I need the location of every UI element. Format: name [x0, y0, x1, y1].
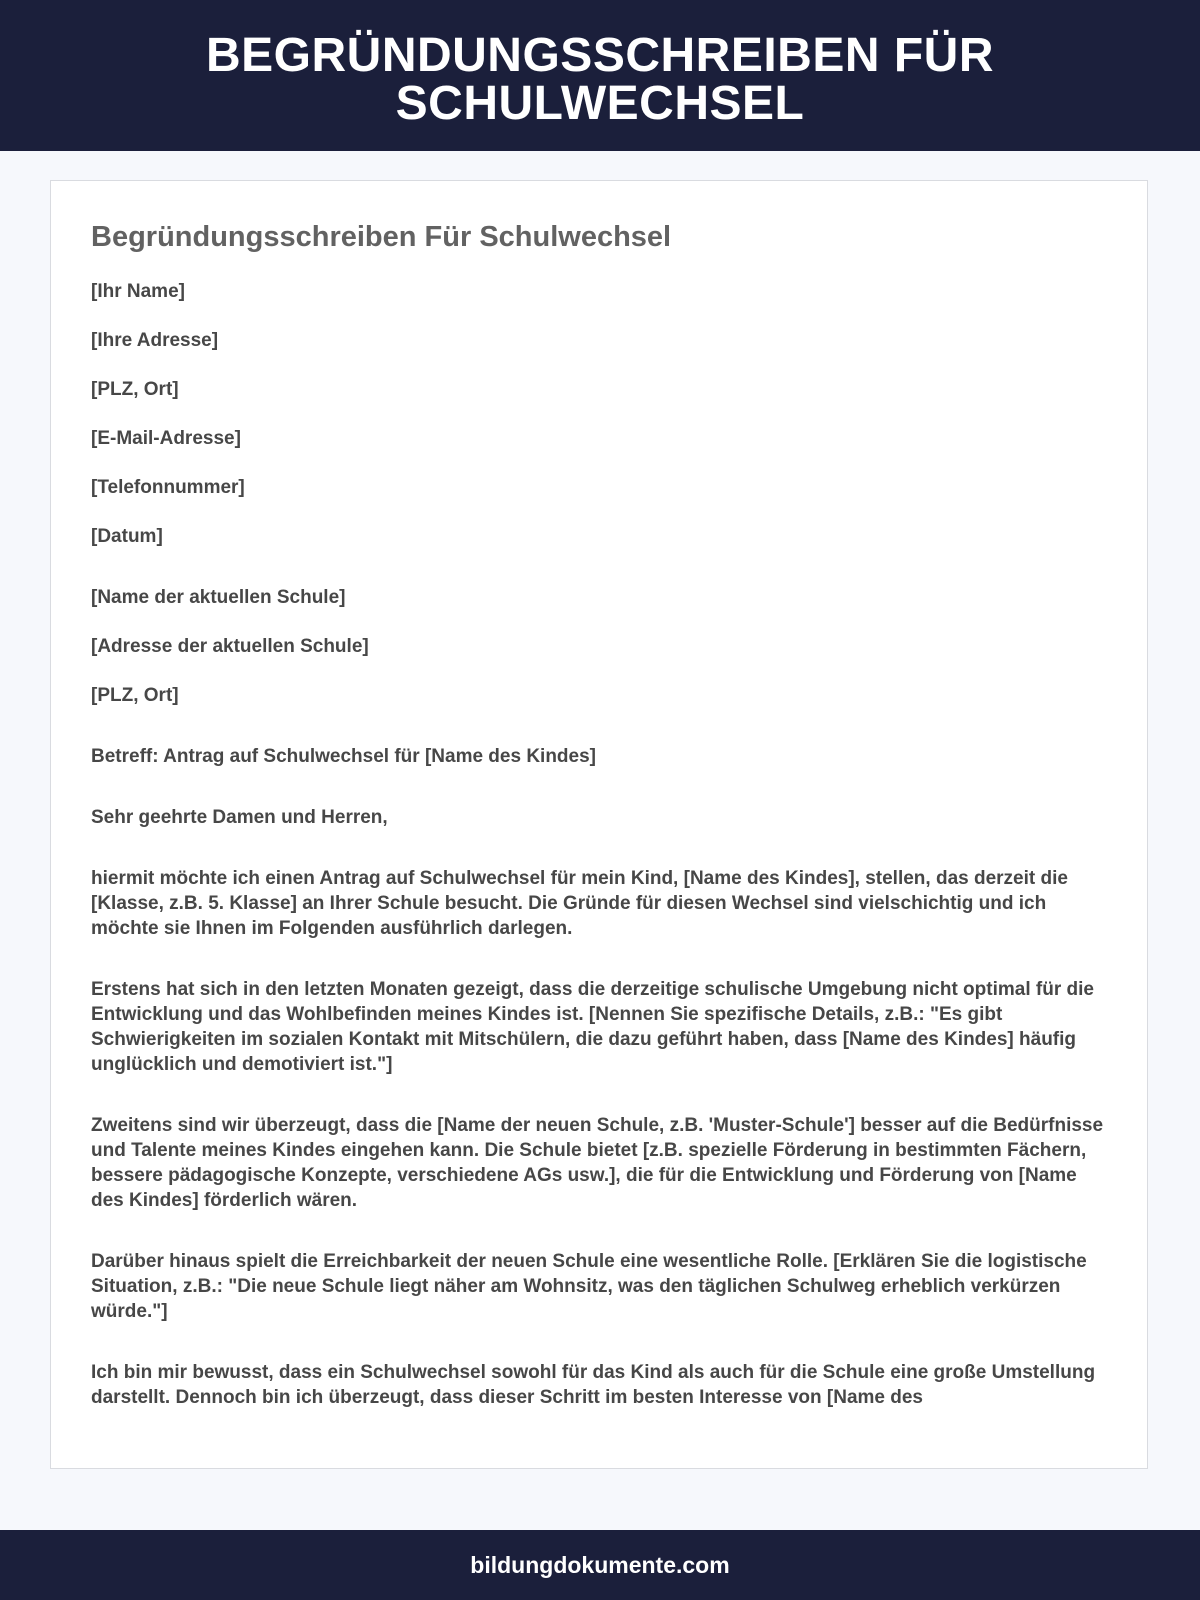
body-paragraph: hiermit möchte ich einen Antrag auf Schulwechsel für mein Kind, [Name des Kindes], stellen, das derzeit die [Klasse, z.B. 5. Klasse] an Ihrer Schule besucht. Die Gründe für diesen Wechsel sind vielschichtig und ich möchte sie Ihnen im Folgenden ausführlich darlegen.: [91, 868, 1068, 939]
body-paragraph: Erstens hat sich in den letzten Monaten gezeigt, dass die derzeitige schulische Umgebung nicht optimal für die Entwicklung und das Wohlbefinden meines Kindes ist. [Nennen Sie spezifische Details, z.B.: "Es gibt Schwierigkeiten im sozialen Kontakt mit Mitschülern, die dazu geführt haben, dass [Name des Kindes] häufig unglücklich und demotiviert ist."]: [91, 979, 1094, 1075]
salutation: Sehr geehrte Damen und Herren,: [91, 807, 388, 828]
recipient-address: [Adresse der aktuellen Schule]: [91, 636, 369, 657]
subject-line: Betreff: Antrag auf Schulwechsel für [Name des Kindes]: [91, 746, 597, 767]
sender-email: [E-Mail-Adresse]: [91, 428, 241, 449]
recipient-school: [Name der aktuellen Schule]: [91, 587, 346, 608]
letter-date: [Datum]: [91, 526, 163, 547]
page-footer: [0, 1530, 1200, 1600]
body-paragraph: Zweitens sind wir überzeugt, dass die [Name der neuen Schule, z.B. 'Muster-Schule'] besser auf die Bedürfnisse und Talente meines Kindes eingehen kann. Die Schule bietet [z.B. spezielle Förderung in bestimmten Fächern, bessere pädagogische Konzepte, verschiedene AGs usw.], die für die Entwicklung und Förderung von [Name des Kindes] förderlich wären.: [91, 1115, 1104, 1211]
header-title: BEGRÜNDUNGSSCHREIBEN FÜR SCHULWECHSEL: [205, 29, 995, 130]
recipient-city: [PLZ, Ort]: [91, 685, 179, 706]
sender-address: [Ihre Adresse]: [91, 330, 219, 351]
sender-city: [PLZ, Ort]: [91, 379, 179, 400]
sender-phone: [Telefonnummer]: [91, 477, 245, 498]
page-header: [0, 0, 1200, 151]
body-paragraph: Darüber hinaus spielt die Erreichbarkeit der neuen Schule eine wesentliche Rolle. [Erklären Sie die logistische Situation, z.B.: "Die neue Schule liegt näher am Wohnsitz, was den täglichen Schulweg erheblich verkürzen würde."]: [91, 1251, 1087, 1322]
sender-name: [Ihr Name]: [91, 281, 185, 302]
footer-site-link[interactable]: bildungdokumente.com: [470, 1552, 730, 1578]
document-body: [51, 181, 1147, 1449]
document-title: Begründungsschreiben Für Schulwechsel: [91, 221, 672, 253]
document-card: [50, 180, 1148, 1469]
body-paragraph: Ich bin mir bewusst, dass ein Schulwechsel sowohl für das Kind als auch für die Schule eine große Umstellung darstellt. Dennoch bin ich überzeugt, dass dieser Schritt im besten Interesse von [Name des: [91, 1362, 1096, 1408]
